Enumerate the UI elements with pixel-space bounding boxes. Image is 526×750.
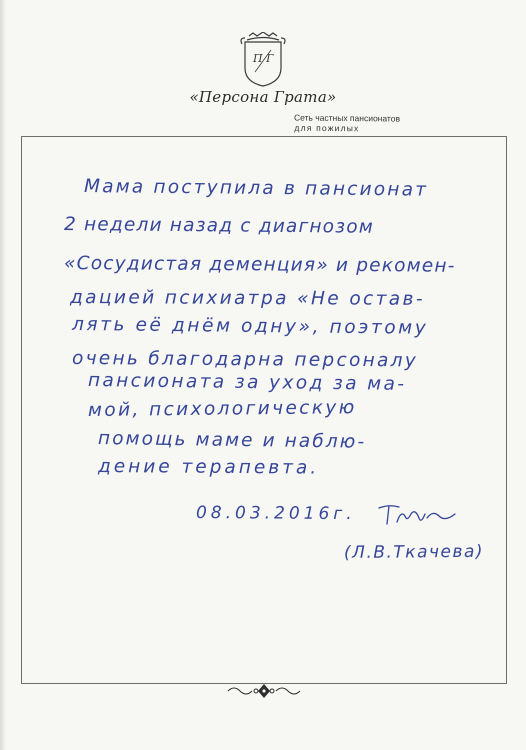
letter-line-9: помощь маме и наблю-: [97, 428, 367, 453]
logo-monogram-p: П Г: [253, 52, 274, 65]
letter-line-6: очень благодарна персоналу: [71, 348, 419, 372]
brand-subtitle-line-2: для пожилых: [294, 122, 360, 134]
decorative-divider-ornament: [226, 682, 302, 700]
letter-line-7: пансионата за уход за ма-: [87, 370, 407, 395]
brand-subtitle-line-1: Сеть частных пансионатов: [293, 112, 401, 124]
letter-date: 08.03.2016г.: [195, 503, 356, 525]
letter-line-5: лять её днём одну», поэтому: [71, 314, 429, 339]
letter-line-2: 2 недели назад с диагнозом: [63, 214, 375, 238]
letter-line-4: дацией психиатра «Не остав-: [69, 287, 425, 310]
scan-edge-shadow: [0, 0, 6, 750]
letter-line-3: «Сосудистая деменция» и рекомен-: [63, 253, 456, 277]
letter-author: (Л.В.Ткачева): [343, 541, 485, 563]
letter-line-8: мой, психологическую: [87, 397, 357, 421]
handwritten-signature: [375, 500, 459, 528]
crest-monogram-icon: [233, 32, 293, 88]
brand-name: «Персона Грата»: [189, 88, 337, 106]
letter-line-1: Мама поступила в пансионат: [83, 176, 429, 201]
letter-line-10: дение терапевта.: [97, 456, 320, 479]
